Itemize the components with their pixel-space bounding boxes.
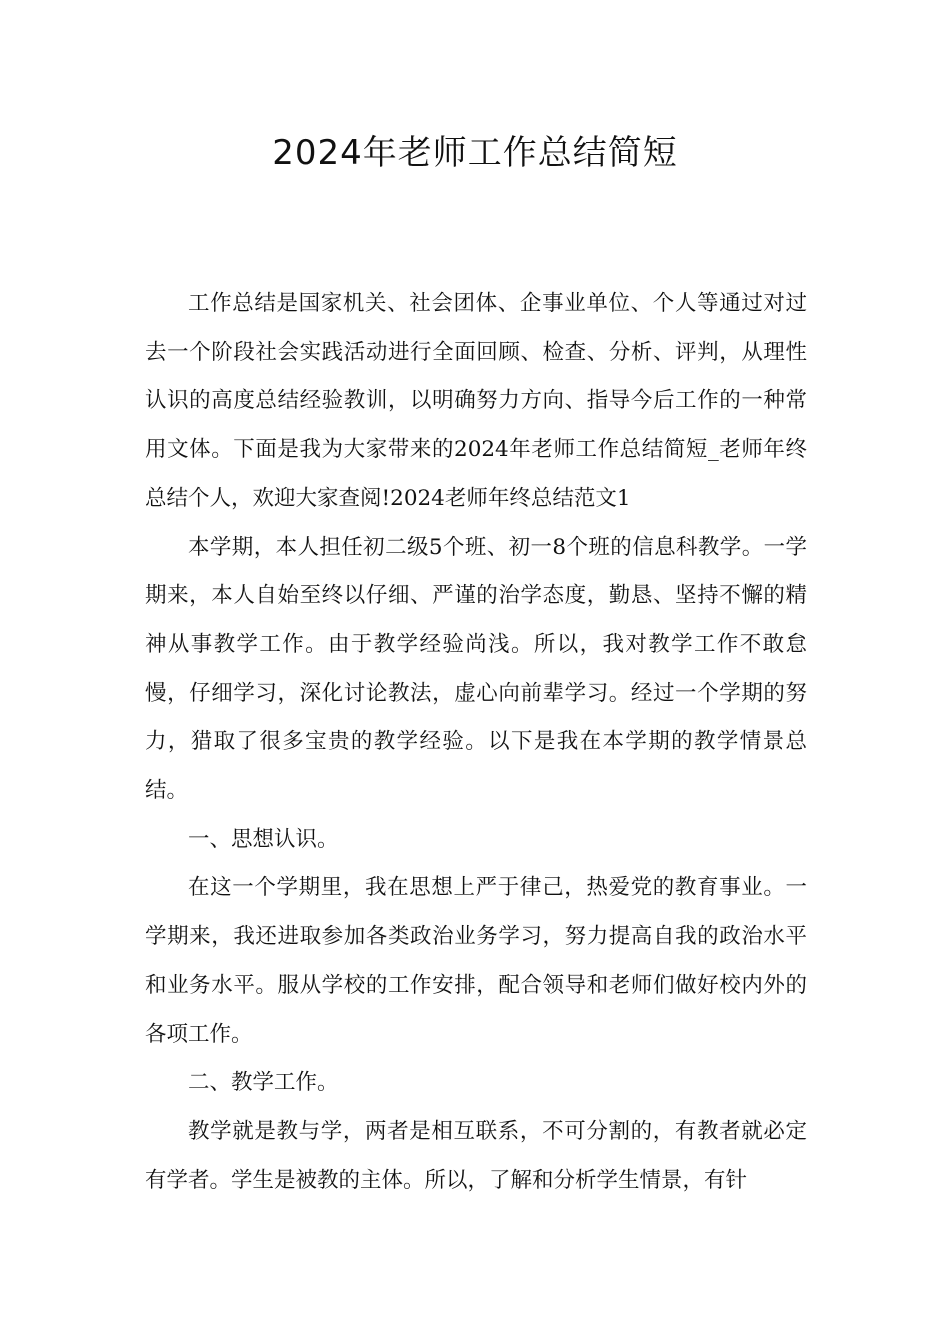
section-heading-teaching: 二、教学工作。 — [188, 1070, 339, 1096]
document-title: 2024年老师工作总结简短 — [272, 133, 678, 173]
intro-paragraph: 工作总结是国家机关、社会团体、企事业单位、个人等通过对过去一个阶段社会实践活动进行全面回顾、检查、分析、评判，从理性认识的高度总结经验教训，以明确努力方向、指导今后工作的一种常用文体。下面是我为大家带来的2024年老师工作总结简短_老师年终总结个人，欢迎大家查阅!2024老师年终总结范文1 — [145, 291, 807, 511]
teaching-paragraph: 教学就是教与学，两者是相互联系，不可分割的，有教者就必定有学者。学生是被教的主体。所以，了解和分析学生情景，有针 — [145, 1118, 807, 1193]
document-body — [145, 280, 807, 1205]
semester-paragraph: 本学期，本人担任初二级5个班、初一8个班的信息科教学。一学期来，本人自始至终以仔细、严谨的治学态度，勤恳、坚持不懈的精神从事教学工作。由于教学经验尚浅。所以，我对教学工作不敢怠慢，仔细学习，深化讨论教法，虚心向前辈学习。经过一个学期的努力，猎取了很多宝贵的教学经验。以下是我在本学期的教学情景总结。 — [145, 534, 807, 804]
section-heading-thought: 一、思想认识。 — [188, 826, 339, 852]
thought-paragraph: 在这一个学期里，我在思想上严于律己，热爱党的教育事业。一学期来，我还进取参加各类政治业务学习，努力提高自我的政治水平和业务水平。服从学校的工作安排，配合领导和老师们做好校内外的各项工作。 — [145, 875, 807, 1047]
